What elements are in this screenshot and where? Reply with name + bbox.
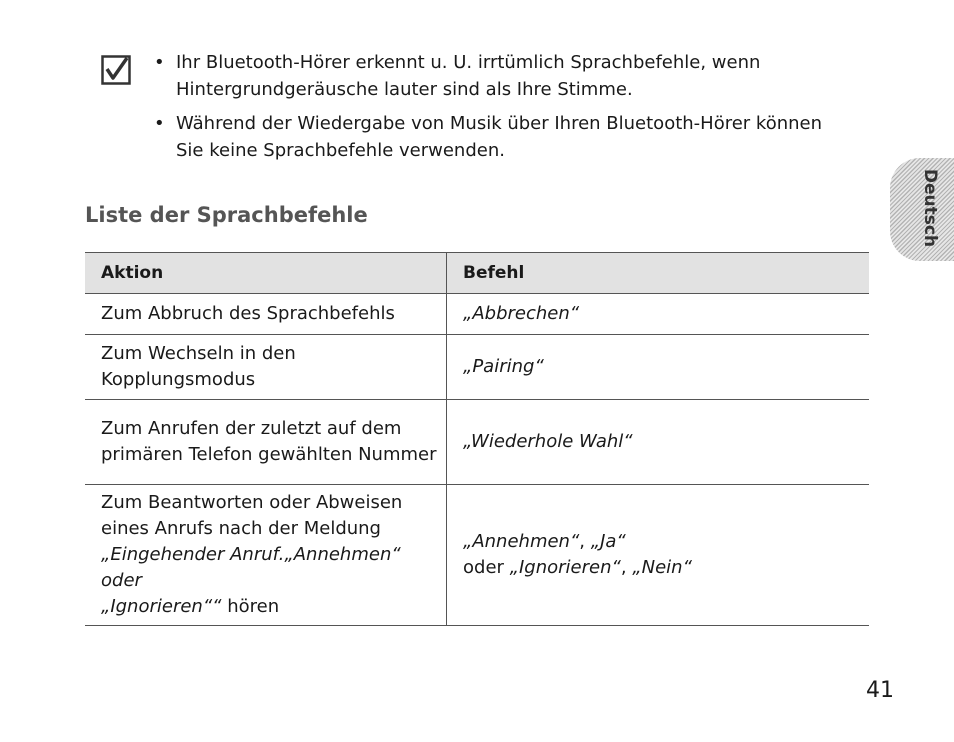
aktion-cell (85, 335, 447, 400)
aktion-text: Zum Wechseln in den Kopplungsmodus (101, 343, 296, 390)
befehl-cell: „Pairing“ (447, 335, 870, 400)
befehl-cell: „Abbrechen“ (447, 294, 870, 335)
aktion-line: eines Anrufs nach der Meldung (101, 518, 381, 539)
table-row (85, 335, 869, 400)
column-header-befehl: Befehl (447, 253, 870, 294)
ignore-quote: „Ignorieren““ (101, 596, 222, 617)
page-number: 41 (866, 678, 894, 703)
aktion-cell (85, 400, 447, 485)
aktion-cell (85, 485, 447, 626)
aktion-cell: Zum Abbruch des Sprachbefehls (85, 294, 447, 335)
aktion-text: Zum Anrufen der zuletzt auf dem primären Telefon gewählten Nummer (101, 418, 437, 465)
bullet: • (154, 113, 165, 134)
or-text: oder (463, 557, 504, 578)
note-item (154, 49, 854, 103)
befehl-cell: „Wiederhole Wahl“ (447, 400, 870, 485)
command-option: „Ignorieren“ (509, 557, 621, 578)
section-title: Liste der Sprachbefehle (85, 203, 368, 227)
note-text: Während der Wiedergabe von Musik über Ihren Bluetooth-Hörer können Sie keine Sprachbefehle verwenden. (176, 113, 823, 161)
voice-commands-table (85, 252, 869, 626)
command-option: „Ja“ (590, 531, 626, 552)
separator: , (620, 557, 627, 578)
notes-list (154, 49, 854, 171)
aktion-suffix: hören (227, 596, 280, 617)
table-row (85, 400, 869, 485)
language-tab-label: Deutsch (920, 168, 940, 248)
separator: , (579, 531, 586, 552)
column-header-aktion: Aktion (85, 253, 447, 294)
checkbox-icon (101, 55, 131, 85)
befehl-cell (447, 485, 870, 626)
table-row (85, 485, 869, 626)
table-header-row (85, 253, 869, 294)
aktion-line: Zum Beantworten oder Abweisen (101, 492, 403, 513)
incoming-call-quote: „Eingehender Anruf.„Annehmen“ oder (101, 544, 401, 591)
table-row (85, 294, 869, 335)
note-text: Ihr Bluetooth-Hörer erkennt u. U. irrtümlich Sprachbefehle, wenn Hintergrundgeräusche lauter sind als Ihre Stimme. (176, 52, 761, 100)
note-item (154, 110, 854, 164)
bullet: • (154, 52, 165, 73)
command-option: „Annehmen“ (463, 531, 580, 552)
command-option: „Nein“ (632, 557, 692, 578)
